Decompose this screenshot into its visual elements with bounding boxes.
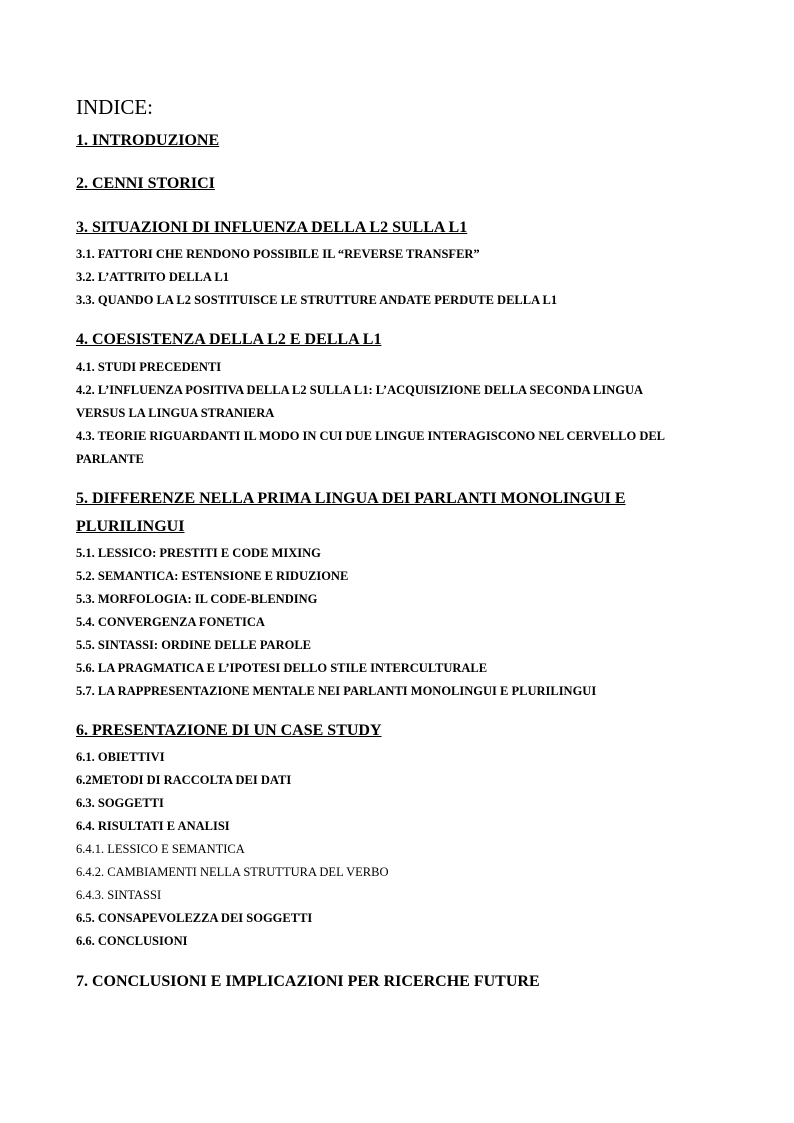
toc-section-5-2: 5.2. SEMANTICA: ESTENSIONE E RIDUZIONE — [76, 569, 349, 583]
toc-subsection-6-4-2: 6.4.2. CAMBIAMENTI NELLA STRUTTURA DEL VERBO — [76, 865, 389, 879]
toc-section-3-3: 3.3. QUANDO LA L2 SOSTITUISCE LE STRUTTURE ANDATE PERDUTE DELLA L1 — [76, 293, 558, 307]
toc-chapter-6: 6. PRESENTAZIONE DI UN CASE STUDY — [76, 722, 382, 739]
toc-chapter-5: 5. DIFFERENZE NELLA PRIMA LINGUA DEI PARLANTI MONOLINGUI E — [76, 490, 626, 507]
toc-chapter-1: 1. INTRODUZIONE — [76, 132, 220, 149]
toc-subsection-6-4-1: 6.4.1. LESSICO E SEMANTICA — [76, 842, 245, 856]
toc-subsection-6-4-3: 6.4.3. SINTASSI — [76, 888, 162, 902]
toc-section-5-4: 5.4. CONVERGENZA FONETICA — [76, 615, 265, 629]
toc-chapter-4: 4. COESISTENZA DELLA L2 E DELLA L1 — [76, 331, 382, 348]
toc-section-4-2-cont: VERSUS LA LINGUA STRANIERA — [76, 406, 275, 420]
toc-section-6-6: 6.6. CONCLUSIONI — [76, 934, 188, 948]
toc-section-3-2: 3.2. L’ATTRITO DELLA L1 — [76, 270, 229, 284]
toc-section-5-5: 5.5. SINTASSI: ORDINE DELLE PAROLE — [76, 638, 312, 652]
toc-section-6-3: 6.3. SOGGETTI — [76, 796, 164, 810]
page-title: INDICE: — [76, 95, 153, 119]
toc-section-4-3: 4.3. TEORIE RIGUARDANTI IL MODO IN CUI DUE LINGUE INTERAGISCONO NEL CERVELLO DEL — [76, 429, 666, 443]
toc-chapter-5-cont: PLURILINGUI — [76, 518, 185, 535]
toc-section-5-3: 5.3. MORFOLOGIA: IL CODE-BLENDING — [76, 592, 318, 606]
toc-section-3-1: 3.1. FATTORI CHE RENDONO POSSIBILE IL “REVERSE TRANSFER” — [76, 247, 480, 261]
toc-section-4-2: 4.2. L’INFLUENZA POSITIVA DELLA L2 SULLA L1: L’ACQUISIZIONE DELLA SECONDA LINGUA — [76, 383, 644, 397]
toc-chapter-7: 7. CONCLUSIONI E IMPLICAZIONI PER RICERCHE FUTURE — [76, 973, 540, 990]
toc-section-6-2: 6.2METODI DI RACCOLTA DEI DATI — [76, 773, 292, 787]
toc-chapter-2: 2. CENNI STORICI — [76, 175, 215, 192]
toc-section-6-1: 6.1. OBIETTIVI — [76, 750, 165, 764]
toc-section-5-7: 5.7. LA RAPPRESENTAZIONE MENTALE NEI PARLANTI MONOLINGUI E PLURILINGUI — [76, 684, 597, 698]
toc-section-5-1: 5.1. LESSICO: PRESTITI E CODE MIXING — [76, 546, 321, 560]
toc-section-4-3-cont: PARLANTE — [76, 452, 144, 466]
toc-section-5-6: 5.6. LA PRAGMATICA E L’IPOTESI DELLO STILE INTERCULTURALE — [76, 661, 488, 675]
toc-section-4-1: 4.1. STUDI PRECEDENTI — [76, 360, 222, 374]
toc-section-6-4: 6.4. RISULTATI E ANALISI — [76, 819, 230, 833]
toc-section-6-5: 6.5. CONSAPEVOLEZZA DEI SOGGETTI — [76, 911, 313, 925]
toc-chapter-3: 3. SITUAZIONI DI INFLUENZA DELLA L2 SULLA L1 — [76, 219, 468, 236]
